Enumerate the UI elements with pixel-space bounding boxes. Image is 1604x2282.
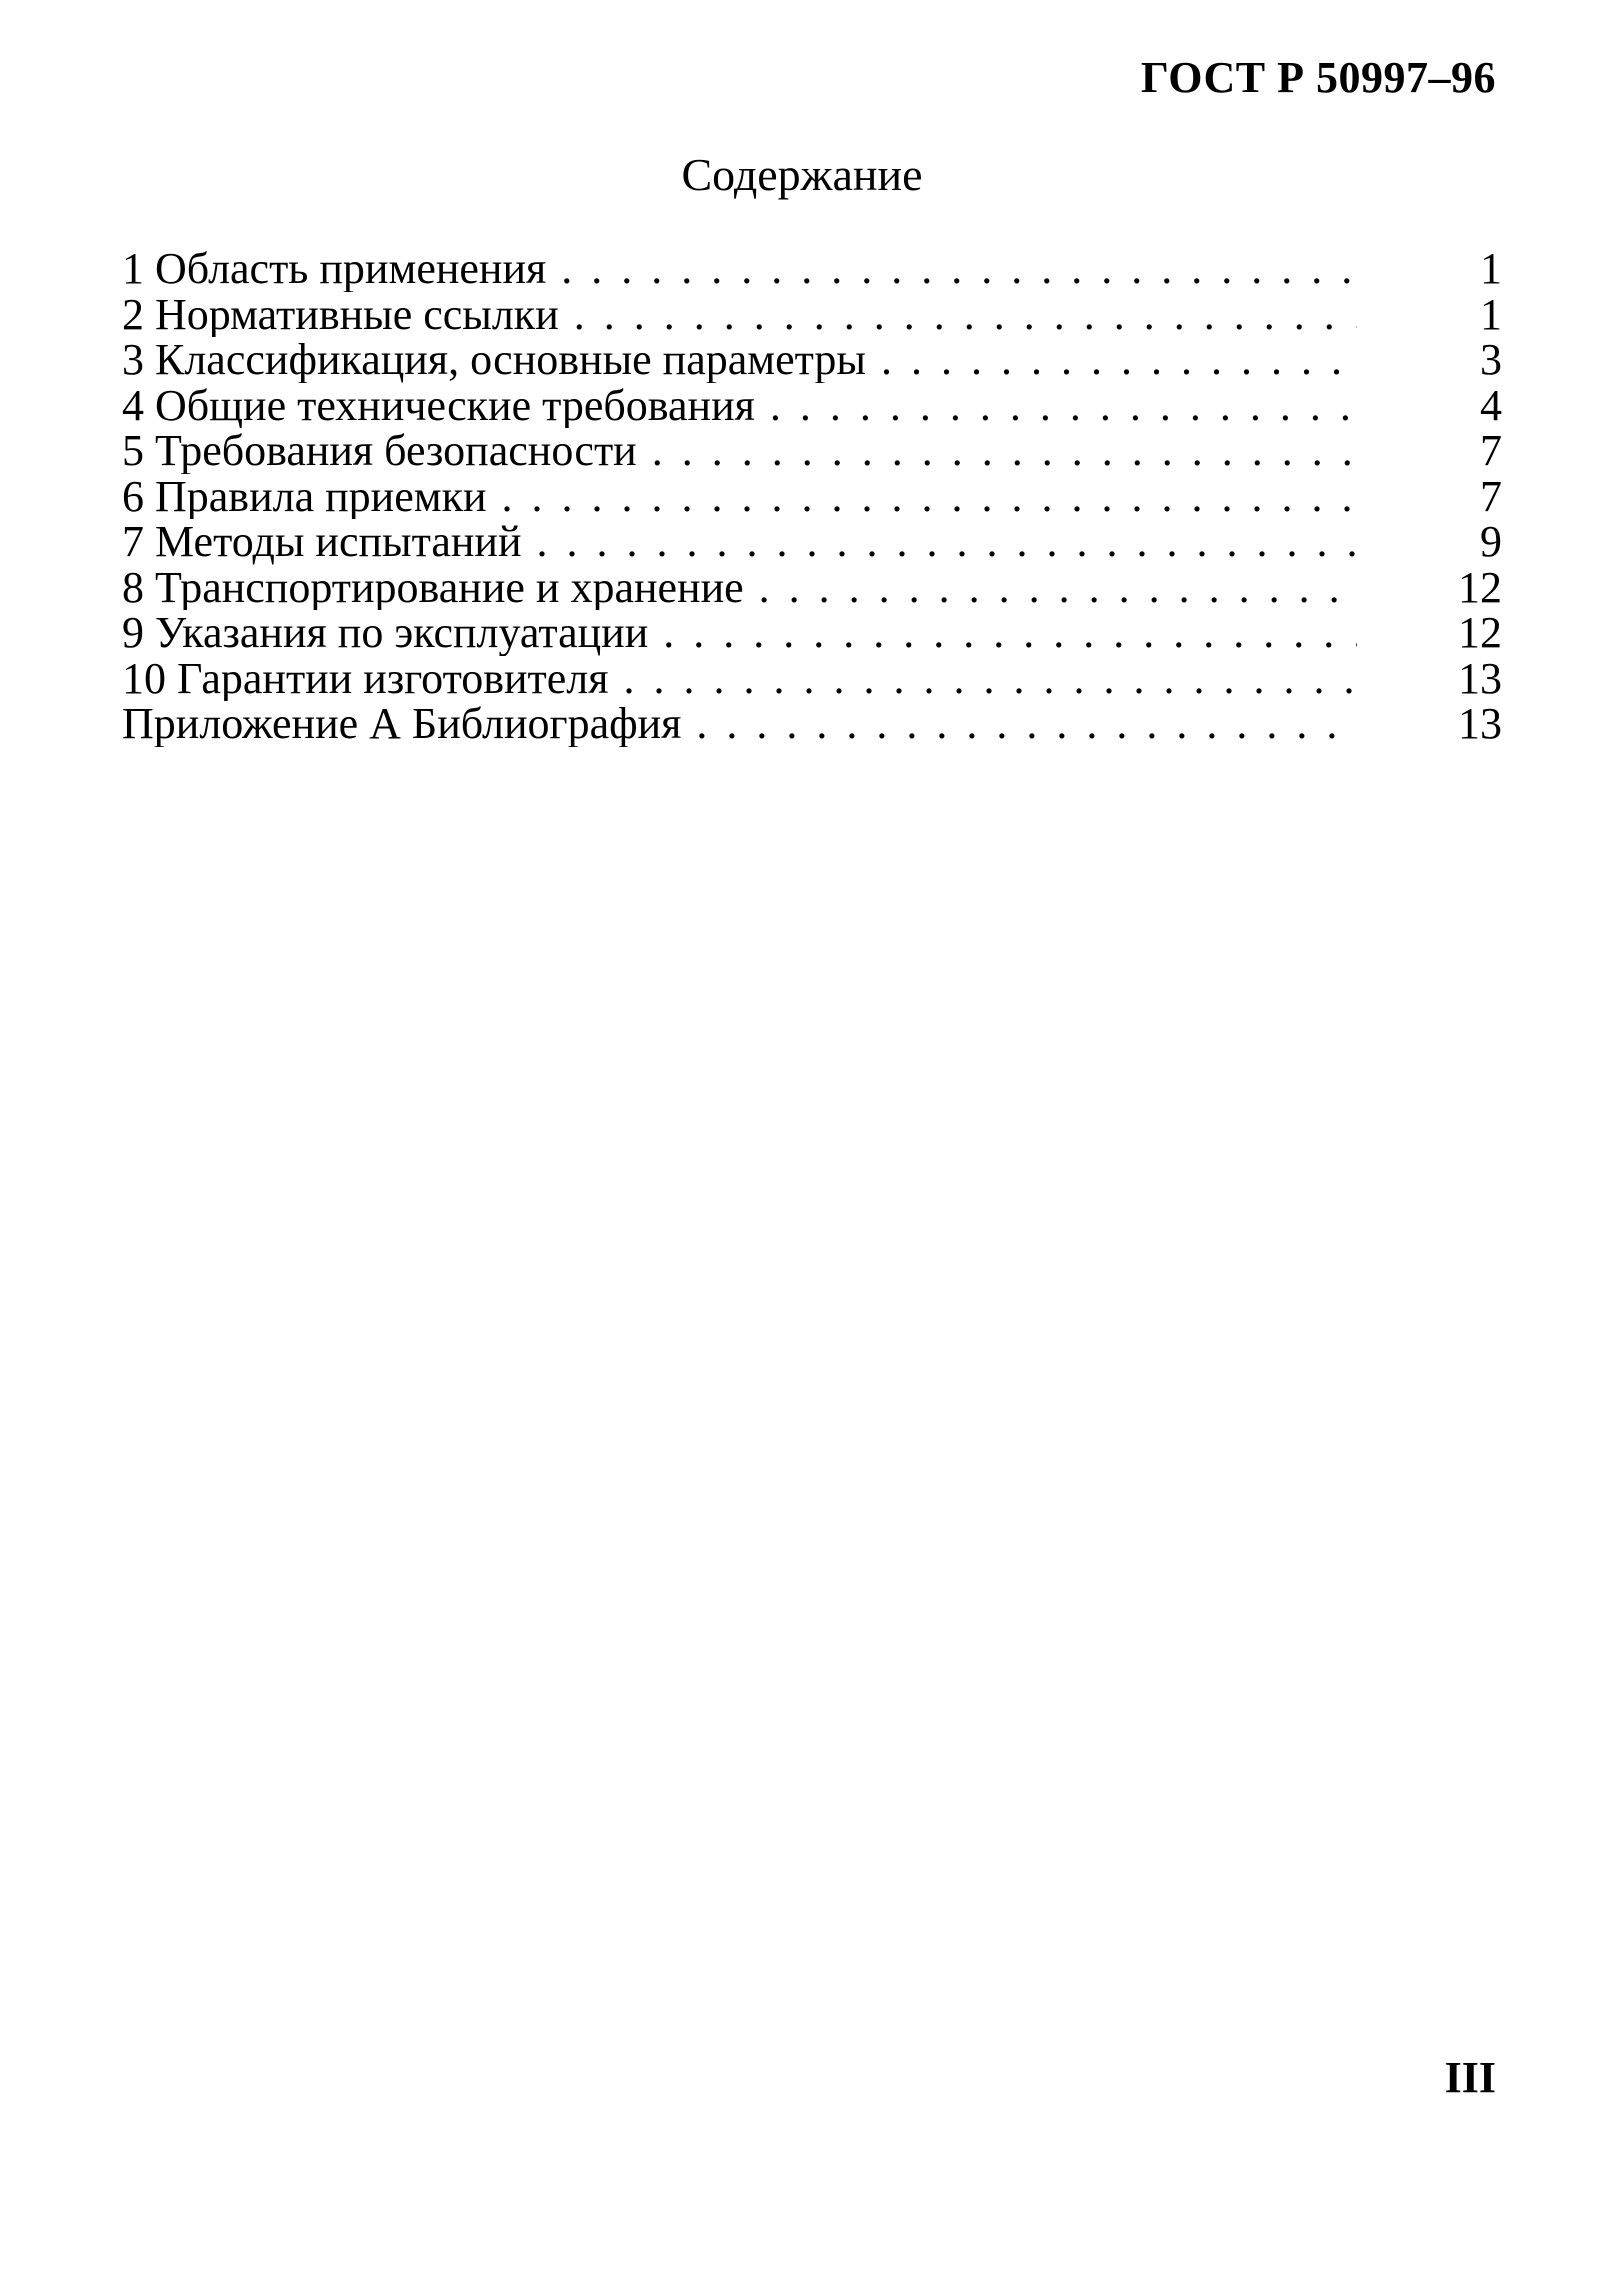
toc-entry	[122, 428, 1502, 474]
toc-entry-page: 13	[1458, 699, 1502, 748]
toc-entry-page: 12	[1458, 608, 1502, 657]
toc-entry-title: 9 Указания по эксплуатации . . .	[122, 610, 1357, 656]
toc-entry-page: 13	[1458, 653, 1502, 703]
toc-entry-page: 12	[1458, 562, 1502, 612]
page-number: III	[1444, 2053, 1496, 2102]
toc-entry-title: 1 Область применения . . .	[122, 246, 1357, 292]
toc-entry-title: Приложение А Библиография . . .	[122, 701, 1357, 747]
toc-title: Содержание	[681, 149, 923, 200]
toc-entry	[122, 610, 1502, 656]
toc-entry	[122, 562, 1502, 612]
toc-entry-title: 10 Гарантии изготовителя . . .	[122, 656, 1357, 702]
document-code: ГОСТ Р 50997–96	[1140, 53, 1496, 102]
toc-entry	[122, 246, 1502, 292]
toc-entry-page: 7	[1480, 471, 1502, 521]
toc-entry	[122, 653, 1502, 703]
toc-entry-page: 1	[1480, 244, 1502, 293]
toc-entry-title: 3 Классификация, основные параметры . . .	[122, 337, 1357, 383]
toc-entry	[122, 471, 1502, 521]
toc-entry-title: 4 Общие технические требования . . .	[122, 383, 1357, 429]
toc-entry-title: 6 Правила приемки . . .	[122, 474, 1357, 520]
toc-entry	[122, 289, 1502, 339]
toc-entry-page: 4	[1480, 380, 1502, 430]
toc-entry	[122, 337, 1502, 383]
toc-entry-title: 2 Нормативные ссылки . . .	[122, 292, 1357, 338]
toc-entry-title: 7 Методы испытаний . . .	[122, 519, 1357, 565]
toc-entry	[122, 380, 1502, 430]
toc-entry-title: 8 Транспортирование и хранение . . .	[122, 565, 1357, 611]
toc-entry-page: 7	[1480, 426, 1502, 475]
toc-entry-page: 3	[1480, 335, 1502, 384]
toc-entry-page: 9	[1480, 517, 1502, 566]
toc-entry-title: 5 Требования безопасности . . .	[122, 428, 1357, 474]
toc-entry-page: 1	[1480, 289, 1502, 339]
toc-entry	[122, 701, 1502, 747]
toc-list	[122, 246, 1502, 747]
toc-entry	[122, 519, 1502, 565]
